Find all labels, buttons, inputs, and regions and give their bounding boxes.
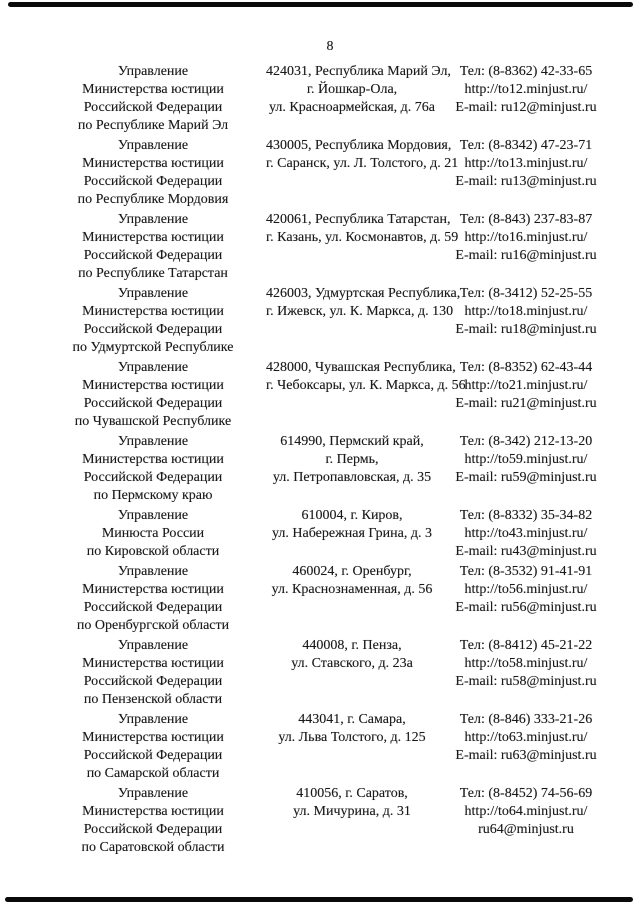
org-name-line: Российской Федерации: [83, 248, 223, 263]
address-cell: [266, 785, 438, 821]
contact-line: Тел: (8-843) 237-83-87: [459, 212, 593, 227]
org-directory-table: [0, 63, 640, 859]
contacts-cell: [438, 637, 614, 691]
address-line: ул. Ставского, д. 23а: [291, 656, 413, 671]
contact-line: Тел: (8-8412) 45-21-22: [459, 638, 593, 653]
org-name-line: по Республике Марий Эл: [77, 118, 229, 133]
org-name-line: по Республике Мордовия: [77, 192, 229, 207]
contacts-cell: [438, 63, 614, 117]
contact-line: E-mail: ru56@minjust.ru: [455, 600, 597, 615]
org-name-line: Министерства юстиции: [82, 304, 224, 319]
org-name-cell: [40, 433, 266, 505]
contacts-cell: [438, 563, 614, 617]
org-name-line: Министерства юстиции: [82, 804, 224, 819]
contact-line: http://to16.minjust.ru/: [464, 230, 588, 245]
table-row: [0, 137, 640, 209]
contact-line: http://to13.minjust.ru/: [464, 156, 588, 171]
contact-line: E-mail: ru21@minjust.ru: [455, 396, 597, 411]
org-name-line: Российской Федерации: [83, 100, 223, 115]
org-name-cell: [40, 63, 266, 135]
contact-line: Тел: (8-8342) 47-23-71: [459, 138, 593, 153]
contact-line: Тел: (8-8452) 74-56-69: [459, 786, 593, 801]
org-name-line: Российской Федерации: [83, 470, 223, 485]
contact-line: http://to58.minjust.ru/: [464, 656, 588, 671]
contact-line: http://to64.minjust.ru/: [464, 804, 588, 819]
contact-line: http://to63.minjust.ru/: [464, 730, 588, 745]
table-row: [0, 63, 640, 135]
contact-line: http://to43.minjust.ru/: [464, 526, 588, 541]
address-line: г. Чебоксары, ул. К. Маркса, д. 56: [266, 378, 466, 393]
org-name-line: по Саратовской области: [81, 840, 225, 855]
contact-line: E-mail: ru18@minjust.ru: [455, 322, 597, 337]
address-line: ул. Льва Толстого, д. 125: [278, 730, 426, 745]
org-name-line: Управление: [117, 138, 189, 153]
contact-line: Тел: (8-8332) 35-34-82: [459, 508, 593, 523]
org-name-line: по Республике Татарстан: [78, 266, 228, 281]
org-name-cell: [40, 211, 266, 283]
org-name-line: Российской Федерации: [83, 748, 223, 763]
contact-line: http://to18.minjust.ru/: [464, 304, 588, 319]
address-line: ул. Краснознаменная, д. 56: [271, 582, 433, 597]
address-line: 460024, г. Оренбург,: [292, 564, 412, 579]
contact-line: http://to59.minjust.ru/: [464, 452, 588, 467]
scan-artifact-bottom-edge: [5, 897, 633, 902]
table-row: [0, 563, 640, 635]
contact-line: http://to12.minjust.ru/: [464, 82, 588, 97]
contact-line: E-mail: ru12@minjust.ru: [455, 100, 597, 115]
contacts-cell: [438, 211, 614, 265]
contact-line: http://to56.minjust.ru/: [464, 582, 588, 597]
org-name-line: по Кировской области: [86, 544, 220, 559]
org-name-line: Управление: [117, 434, 189, 449]
table-row: [0, 711, 640, 783]
org-name-cell: [40, 359, 266, 431]
address-cell: [266, 211, 459, 247]
contact-line: E-mail: ru16@minjust.ru: [455, 248, 597, 263]
contacts-cell: [438, 285, 614, 339]
address-cell: [266, 637, 438, 673]
address-cell: [266, 507, 438, 543]
address-line: ул. Красноармейская, д. 76а: [269, 100, 435, 115]
contact-line: E-mail: ru58@minjust.ru: [455, 674, 597, 689]
org-name-line: Российской Федерации: [83, 396, 223, 411]
org-name-line: Министерства юстиции: [82, 378, 224, 393]
contact-line: Тел: (8-3532) 91-41-91: [459, 564, 593, 579]
org-name-line: по Пермскому краю: [93, 488, 213, 503]
address-line: 614990, Пермский край,: [280, 434, 424, 449]
address-line: 424031, Республика Марий Эл,: [266, 64, 451, 79]
contacts-cell: [438, 785, 614, 839]
org-name-cell: [40, 285, 266, 357]
org-name-cell: [40, 137, 266, 209]
org-name-line: Министерства юстиции: [82, 230, 224, 245]
address-line: 440008, г. Пенза,: [302, 638, 402, 653]
org-name-line: Российской Федерации: [83, 174, 223, 189]
org-name-line: Минюста России: [101, 526, 205, 541]
contact-line: E-mail: ru63@minjust.ru: [455, 748, 597, 763]
contact-line: Тел: (8-8362) 42-33-65: [459, 64, 593, 79]
address-line: г. Ижевск, ул. К. Маркса, д. 130: [266, 304, 454, 319]
org-name-line: Управление: [117, 786, 189, 801]
org-name-cell: [40, 637, 266, 709]
contact-line: Тел: (8-342) 212-13-20: [459, 434, 593, 449]
org-name-line: Российской Федерации: [83, 322, 223, 337]
org-name-line: Управление: [117, 712, 189, 727]
contacts-cell: [438, 137, 614, 191]
address-line: 410056, г. Саратов,: [296, 786, 408, 801]
address-line: г. Саранск, ул. Л. Толстого, д. 21: [266, 156, 459, 171]
contact-line: Тел: (8-3412) 52-25-55: [459, 286, 593, 301]
address-line: г. Йошкар-Ола,: [306, 82, 398, 97]
address-line: 420061, Республика Татарстан,: [266, 212, 451, 227]
contact-line: Тел: (8-846) 333-21-26: [459, 712, 593, 727]
org-name-line: Управление: [117, 64, 189, 79]
table-row: [0, 359, 640, 431]
address-cell: [266, 285, 461, 321]
org-name-cell: [40, 785, 266, 857]
org-name-cell: [40, 563, 266, 635]
org-name-line: Российской Федерации: [83, 822, 223, 837]
address-line: 430005, Республика Мордовия,: [266, 138, 452, 153]
org-name-line: Министерства юстиции: [82, 156, 224, 171]
contact-line: ru64@minjust.ru: [478, 822, 574, 837]
address-line: 428000, Чувашская Республика,: [266, 360, 456, 375]
org-name-line: по Оренбургской области: [76, 618, 230, 633]
org-name-line: по Самарской области: [86, 766, 220, 781]
org-name-cell: [40, 507, 266, 561]
address-line: ул. Петропавловская, д. 35: [272, 470, 432, 485]
address-cell: [266, 433, 438, 487]
address-cell: [266, 563, 438, 599]
org-name-line: Управление: [117, 508, 189, 523]
org-name-cell: [40, 711, 266, 783]
table-row: [0, 785, 640, 857]
contact-line: E-mail: ru59@minjust.ru: [455, 470, 597, 485]
org-name-line: Министерства юстиции: [82, 582, 224, 597]
org-name-line: Управление: [117, 564, 189, 579]
address-cell: [266, 63, 451, 117]
contact-line: http://to21.minjust.ru/: [464, 378, 588, 393]
org-name-line: Управление: [117, 638, 189, 653]
org-name-line: по Чувашской Республике: [74, 414, 232, 429]
contacts-cell: [438, 359, 614, 413]
address-cell: [266, 711, 438, 747]
address-cell: [266, 359, 466, 395]
table-row: [0, 507, 640, 561]
address-line: 426003, Удмуртская Республика,: [266, 286, 461, 301]
org-name-line: Управление: [117, 286, 189, 301]
address-line: г. Казань, ул. Космонавтов, д. 59: [266, 230, 459, 245]
org-name-line: Министерства юстиции: [82, 82, 224, 97]
org-name-line: Управление: [117, 360, 189, 375]
address-line: ул. Мичурина, д. 31: [293, 804, 411, 819]
table-row: [0, 285, 640, 357]
address-line: 610004, г. Киров,: [301, 508, 403, 523]
org-name-line: Министерства юстиции: [82, 452, 224, 467]
page-number: 8: [326, 39, 334, 54]
scan-artifact-top-edge: [8, 2, 633, 7]
org-name-line: Управление: [117, 212, 189, 227]
org-name-line: Российской Федерации: [83, 674, 223, 689]
address-line: 443041, г. Самара,: [298, 712, 406, 727]
org-name-line: Министерства юстиции: [82, 730, 224, 745]
org-name-line: по Пензенской области: [83, 692, 223, 707]
org-name-line: Министерства юстиции: [82, 656, 224, 671]
table-row: [0, 433, 640, 505]
table-row: [0, 211, 640, 283]
contact-line: Тел: (8-8352) 62-43-44: [459, 360, 593, 375]
contacts-cell: [438, 711, 614, 765]
org-name-line: по Удмуртской Республике: [72, 340, 234, 355]
address-line: г. Пермь,: [325, 452, 379, 467]
contacts-cell: [438, 507, 614, 561]
address-line: ул. Набережная Грина, д. 3: [272, 526, 432, 541]
contacts-cell: [438, 433, 614, 487]
org-name-line: Российской Федерации: [83, 600, 223, 615]
address-cell: [266, 137, 459, 173]
table-row: [0, 637, 640, 709]
contact-line: E-mail: ru43@minjust.ru: [455, 544, 597, 559]
contact-line: E-mail: ru13@minjust.ru: [455, 174, 597, 189]
